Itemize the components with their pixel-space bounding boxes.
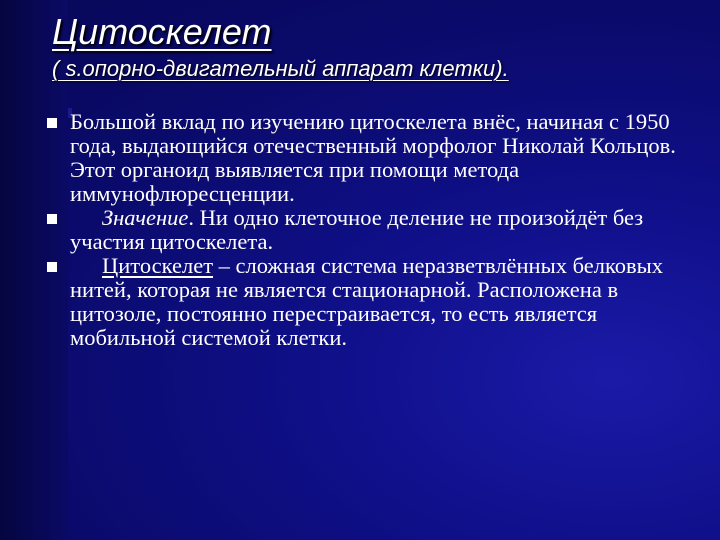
slide-subtitle: ( s.опорно-двигательный аппарат клетки). [52, 56, 509, 81]
square-bullet-icon [47, 118, 57, 128]
bullet-item-1 [44, 110, 684, 206]
slide-title: Цитоскелет [52, 11, 272, 52]
square-bullet-icon [47, 214, 57, 224]
bullet-text: – сложная система неразветвлённых белковых нитей, которая не является стационарной. Расположена в цитозоле, постоянно перестраивается, то есть является мобильной системой клетки. [70, 253, 663, 350]
square-bullet-icon [47, 262, 57, 272]
bullet-lead-term: Значение [102, 205, 189, 230]
bullet-lead-term: Цитоскелет [102, 253, 214, 278]
bullet-item-3 [44, 254, 684, 350]
bullet-list [44, 110, 684, 350]
bullet-text: Большой вклад по изучению цитоскелета внёс, начиная с 1950 года, выдающийся отечественный морфолог Николай Кольцов. Этот органоид выявляется при помощи метода иммунофлюресценции. [70, 109, 676, 206]
bullet-text: . Ни одно клеточное деление не произойдёт без участия цитоскелета. [70, 205, 644, 254]
bullet-item-2 [44, 206, 684, 254]
